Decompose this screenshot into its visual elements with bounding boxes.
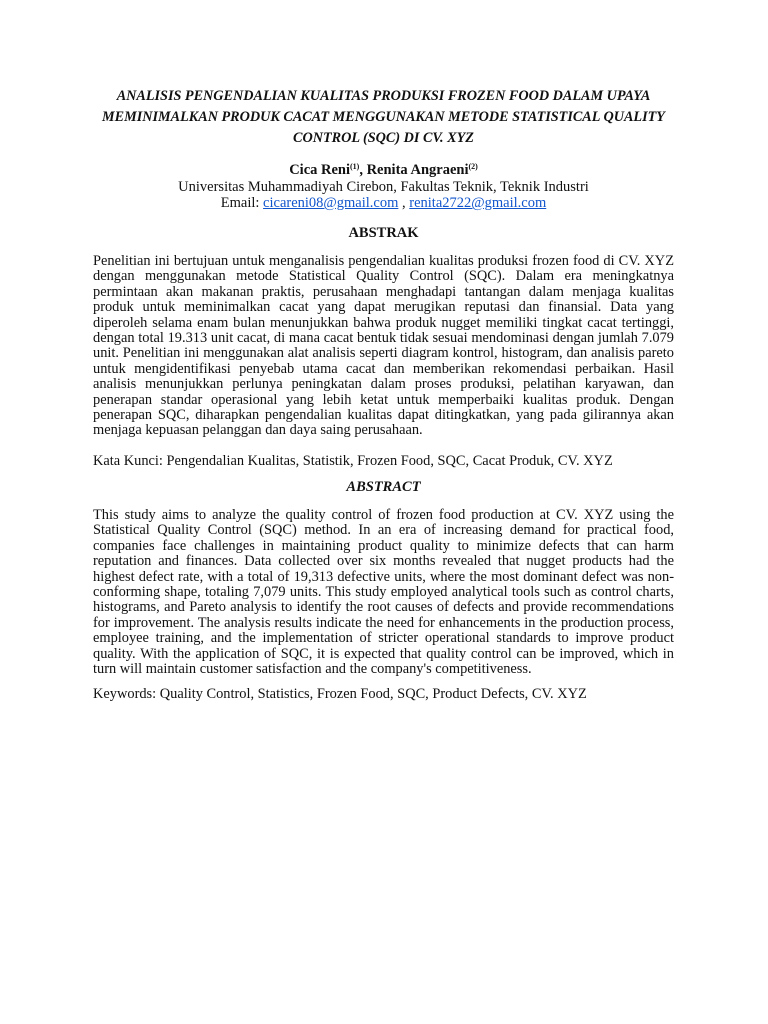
paper-page (93, 86, 674, 702)
abstrak-heading: ABSTRAK (348, 225, 419, 241)
email-separator: , (398, 195, 410, 211)
author-name: Cica Reni (289, 162, 350, 178)
email-link[interactable]: cicareni08@gmail.com (263, 195, 399, 211)
abstract-heading: ABSTRACT (346, 478, 421, 495)
author-affiliation-mark: (2) (468, 162, 478, 171)
email-line (93, 195, 674, 211)
email-label: Email: (220, 195, 264, 211)
author-name: Renita Angraeni (366, 162, 469, 178)
abstract-keywords: Keywords: Quality Control, Statistics, Frozen Food, SQC, Product Defects, CV. XYZ (93, 686, 587, 703)
abstrak-text: Penelitian ini bertujuan untuk menganalisis pengendalian kualitas produksi frozen food di CV. XYZ dengan menggunakan metode Statistical Quality Control (SQC). Dalam era meningkatnya permintaan akan makanan praktis, perusahaan menghadapi tantangan dalam menjaga kualitas produk untuk meminimalkan cacat yang dapat merugikan reputasi dan finansial. Data yang diperoleh selama enam bulan menunjukkan bahwa produk nugget memiliki tingkat cacat tertinggi, dengan total 19.313 unit cacat, di mana cacat bentuk tidak sesuai mendominasi dengan jumlah 7.079 unit. Penelitian ini menggunakan alat analisis seperti diagram kontrol, histogram, dan analisis pareto untuk mengidentifikasi penyebab utama cacat dan memberikan rekomendasi perbaikan. Hasil analisis menunjukkan perlunya peningkatan dalam proses produksi, pelatihan karyawan, dan penerapan standar operasional yang lebih ketat untuk memperbaiki kualitas produk. Dengan penerapan SQC, diharapkan pengendalian kualitas dapat ditingkatkan, yang pada gilirannya akan menjaga kepuasan pelanggan dan daya saing perusahaan. (93, 253, 674, 439)
abstrak-keywords: Kata Kunci: Pengendalian Kualitas, Statistik, Frozen Food, SQC, Cacat Produk, CV. XYZ (93, 452, 613, 469)
email-link[interactable]: renita2722@gmail.com (409, 195, 547, 211)
author-affiliation-mark: (1) (350, 162, 360, 171)
author-separator: , (359, 162, 367, 178)
affiliation: Universitas Muhammadiyah Cirebon, Fakultas Teknik, Teknik Industri (178, 179, 589, 195)
paper-title: ANALISIS PENGENDALIAN KUALITAS PRODUKSI FROZEN FOOD DALAM UPAYA MEMINIMALKAN PRODUK CACAT MENGGUNAKAN METODE STATISTICAL QUALITY CONTROL (SQC) DI CV. XYZ (102, 88, 665, 146)
abstract-text: This study aims to analyze the quality control of frozen food production at CV. XYZ using the Statistical Quality Control (SQC) method. In an era of increasing demand for practical food, companies face challenges in maintaining product quality to minimize defects that can harm reputation and finances. Data collected over six months revealed that nugget products had the highest defect rate, with a total of 19,313 defective units, where the most dominant defect was non-conforming shape, totaling 7,079 units. This study employed analytical tools such as control charts, histograms, and Pareto analysis to identify the root causes of defects and provide recommendations for improvement. The analysis results indicate the need for enhancements in the production process, employee training, and the implementation of stricter operational standards to improve product quality. With the application of SQC, it is expected that quality control can be improved, which in turn will maintain customer satisfaction and the company's competitiveness. (93, 506, 674, 677)
author-line (93, 161, 674, 179)
